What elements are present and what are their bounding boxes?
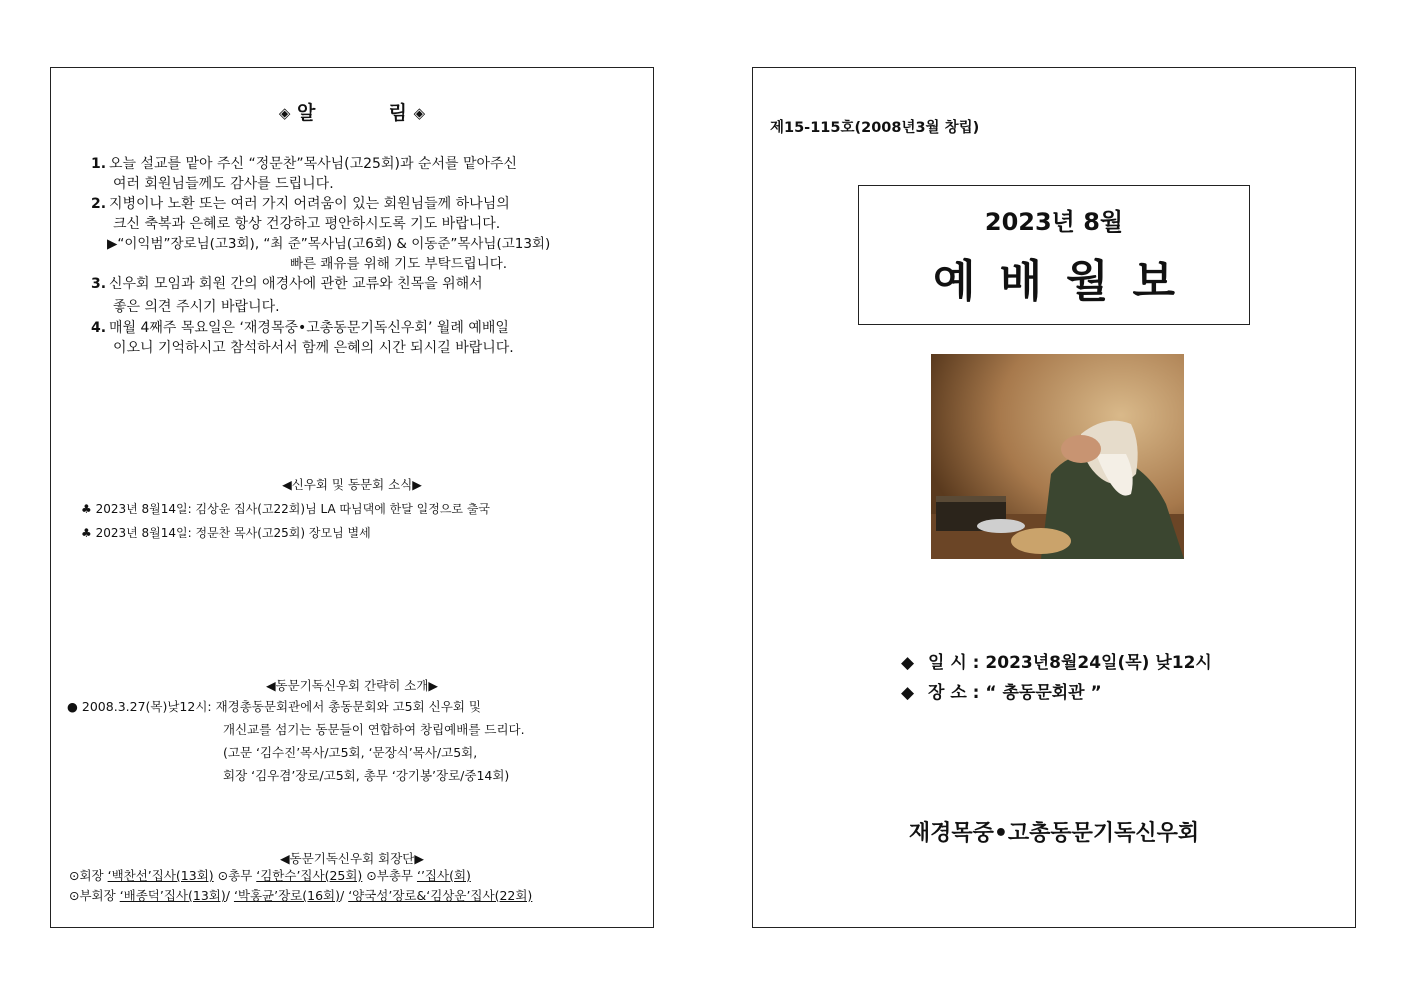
notice-line: 지병이나 노환 또는 여러 가지 어려움이 있는 회원님들께 하나님의 bbox=[109, 196, 510, 212]
intro-section-title: ◀동문기독신우회 간략히 소개▶ bbox=[265, 678, 439, 693]
intro-line: (고문 ‘김수진’목사/고5회, ‘문장식’목사/고5회, bbox=[223, 745, 478, 760]
diamond-bullet-icon: ◆ bbox=[901, 653, 915, 673]
place-label: 장 소 : bbox=[928, 683, 980, 703]
bulletin-date: 2023년 8월 bbox=[984, 208, 1124, 236]
issue-number: 제15-115호(2008년3월 창립) bbox=[770, 120, 980, 136]
intro-line: 재경총동문회관에서 총동문회와 고5회 신우회 및 bbox=[215, 699, 481, 714]
notice-line: 이오니 기억하시고 참석하서서 함께 은혜의 시간 되시길 바랍니다. bbox=[113, 340, 514, 356]
bulletin-title: 예배월보 bbox=[932, 256, 1199, 307]
bullet-icon: ● bbox=[67, 699, 78, 714]
board-role: ⊙부회장 bbox=[69, 888, 120, 903]
organization-name: 재경목중•고총동문기독신우회 bbox=[908, 821, 1200, 846]
notice-number: 2. bbox=[91, 196, 107, 212]
heading-diamond-left-icon: ◈ bbox=[278, 104, 291, 122]
notice-line: 신우회 모임과 회원 간의 애경사에 관한 교류와 친목을 위해서 bbox=[109, 276, 483, 292]
board-section-title: ◀동문기독신우회 회장단▶ bbox=[280, 851, 424, 866]
notice-item bbox=[91, 194, 510, 234]
datetime-row bbox=[901, 648, 1212, 673]
arrow-right-icon: ▶ bbox=[107, 236, 118, 252]
intro-entry bbox=[67, 697, 481, 717]
board-role: / bbox=[225, 888, 234, 903]
place-value: “ 총동문회관 ” bbox=[985, 683, 1102, 703]
news-item bbox=[81, 524, 371, 541]
notice-number: 4. bbox=[91, 320, 107, 336]
diamond-bullet-icon: ◆ bbox=[901, 683, 915, 703]
board-member: ‘김한수’집사(25회) bbox=[256, 868, 363, 883]
news-text: 2023년 8월14일: 정문찬 목사(고25회) 장모님 별세 bbox=[95, 526, 371, 540]
board-line-1 bbox=[69, 866, 471, 886]
place-row bbox=[901, 678, 1102, 703]
board-member: ‘백찬선’집사(13회) bbox=[107, 868, 214, 883]
club-icon: ♣ bbox=[81, 502, 92, 516]
board-role: ⊙부총무 bbox=[362, 868, 417, 883]
notice-line: 여러 회원님들께도 감사를 드립니다. bbox=[113, 176, 334, 192]
notice-line: “이익범”장로님(고3회), “최 준”목사님(고6회) & 이동준”목사님(고13회) bbox=[117, 236, 551, 252]
board-member: ‘양국성’장로&‘김상운’집사(22회) bbox=[348, 888, 533, 903]
board-role: / bbox=[340, 888, 349, 903]
praying-man-image bbox=[931, 354, 1184, 559]
intro-line: 회장 ‘김우겸’장로/고5회, 총무 ‘강기봉’장로/중14회) bbox=[223, 768, 510, 783]
notice-heading bbox=[51, 98, 653, 125]
notice-item bbox=[91, 318, 514, 358]
notice-line: 오늘 설교를 맡아 주신 “정문찬”목사님(고25회)과 순서를 맡아주신 bbox=[109, 156, 518, 172]
notice-number: 1. bbox=[91, 156, 107, 172]
board-role: ⊙회장 bbox=[69, 868, 108, 883]
notice-item bbox=[91, 274, 483, 320]
notice-line: 좋은 의견 주시기 바랍니다. bbox=[113, 299, 280, 315]
title-box bbox=[858, 185, 1250, 325]
right-page bbox=[752, 67, 1356, 928]
notice-line: 빠른 쾌유를 위해 기도 부탁드립니다. bbox=[290, 256, 508, 272]
heading-diamond-right-icon: ◈ bbox=[413, 104, 426, 122]
board-member: ‘배종덕’집사(13회) bbox=[119, 888, 226, 903]
club-icon: ♣ bbox=[81, 526, 92, 540]
notice-line: 매월 4째주 목요일은 ‘재경목중•고총동문기독신우회’ 월례 예배일 bbox=[109, 320, 509, 336]
notice-item bbox=[91, 154, 517, 194]
board-member: ‘’집사(회) bbox=[416, 868, 471, 883]
news-text: 2023년 8월14일: 김상운 집사(고22회)님 LA 따님댁에 한달 일정으로 출국 bbox=[95, 502, 491, 516]
left-page bbox=[50, 67, 654, 928]
news-item bbox=[81, 500, 490, 517]
board-member: ‘박홍균’장로(16회) bbox=[233, 888, 340, 903]
board-role: ⊙총무 bbox=[213, 868, 257, 883]
heading-word-2: 림 bbox=[388, 102, 407, 124]
prayer-request bbox=[107, 234, 550, 274]
news-section-title: ◀신우회 및 동문회 소식▶ bbox=[282, 477, 422, 492]
notice-number: 3. bbox=[91, 276, 107, 292]
board-line-2 bbox=[69, 886, 532, 906]
intro-line: 개신교를 섬기는 동문들이 연합하여 창립예배를 드리다. bbox=[223, 722, 525, 737]
datetime-value: 2023년8월24일(목) 낮12시 bbox=[985, 653, 1212, 673]
heading-word-1: 알 bbox=[297, 102, 316, 124]
intro-date: 2008.3.27(목)낮12시: bbox=[81, 699, 212, 714]
datetime-label: 일 시 : bbox=[928, 653, 980, 673]
notice-line: 크신 축복과 은혜로 항상 건강하고 평안하시도록 기도 바랍니다. bbox=[113, 216, 501, 232]
